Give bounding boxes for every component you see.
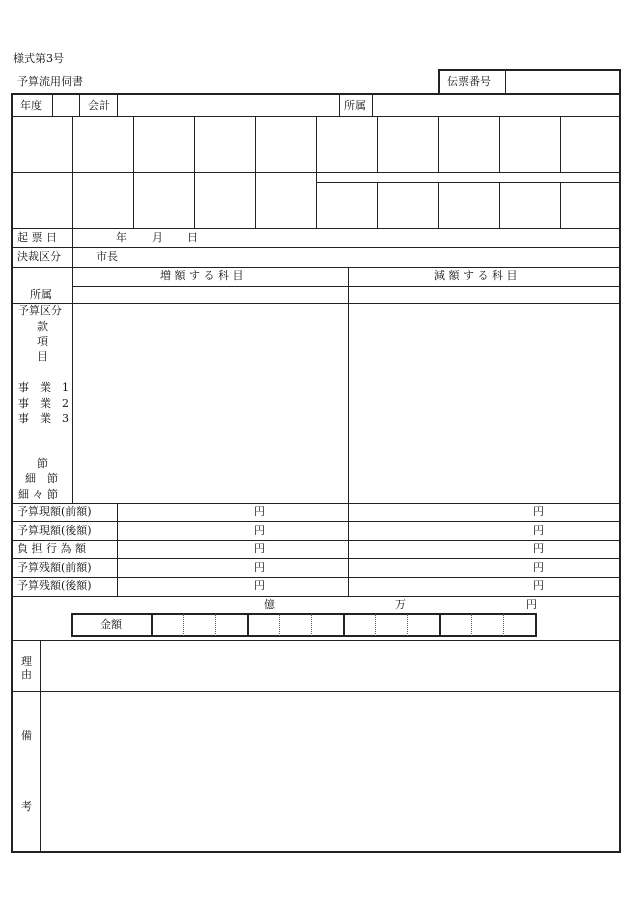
amount-row-label: 負 担 行 為 額 [17,542,86,555]
reason-field[interactable] [42,642,619,690]
amount-row-unit-decrease: 円 [533,524,544,537]
drafting-month: 月 [152,231,163,244]
affiliation-label: 所属 [344,99,366,112]
project2-label: 事 業 2 [18,397,69,410]
saisaisetsu-label: 細 々 節 [18,488,58,501]
remarks-label-top: 備 [21,729,32,742]
kou-label: 項 [37,335,48,348]
amount-row-unit-increase: 円 [254,561,265,574]
setsu-label: 節 [37,457,48,470]
remarks-label-bottom: 考 [21,800,32,813]
increase-header: 増 額 す る 科 目 [160,269,244,282]
amount-row-label: 予算残額(前額) [17,561,92,574]
amount-label: 金額 [100,618,122,631]
amount-row-unit-increase: 円 [254,505,265,518]
saisetsu-label: 細 節 [25,472,58,485]
kan-label: 款 [37,320,48,333]
decrease-header: 減 額 す る 科 目 [434,269,518,282]
moku-label: 目 [37,350,48,363]
reason-label: 理 由 [21,655,32,681]
amount-row-unit-increase: 円 [254,524,265,537]
amount-row-label: 予算現額(後額) [17,524,92,537]
project3-label: 事 業 3 [18,412,69,425]
project1-label: 事 業 1 [18,381,69,394]
accounting-label: 会計 [88,99,110,112]
amount-row-unit-increase: 円 [254,542,265,555]
voucher-label: 伝票番号 [447,75,491,88]
amount-row-unit-decrease: 円 [533,542,544,555]
amount-row-label: 予算現額(前額) [17,505,92,518]
oku-label: 億 [264,598,275,611]
year-label: 年度 [20,99,42,112]
drafting-date-label: 起 票 日 [17,231,57,244]
form-number: 様式第3号 [13,52,64,65]
amount-row-unit-decrease: 円 [533,579,544,592]
form-title: 予算流用伺書 [17,75,83,88]
drafting-day: 日 [187,231,198,244]
decision-value: 市長 [96,250,118,263]
man-label: 万 [395,598,406,611]
subject-affiliation-label: 所属 [30,288,52,301]
drafting-year: 年 [116,231,127,244]
amount-input-field[interactable] [153,615,535,635]
budget-class-label: 予算区分 [18,304,62,317]
amount-row-unit-decrease: 円 [533,505,544,518]
decision-label: 決裁区分 [17,250,61,263]
remarks-field[interactable] [42,693,619,851]
amount-row-unit-increase: 円 [254,579,265,592]
amount-row-unit-decrease: 円 [533,561,544,574]
yen-label: 円 [526,598,537,611]
amount-row-label: 予算残額(後額) [17,579,92,592]
